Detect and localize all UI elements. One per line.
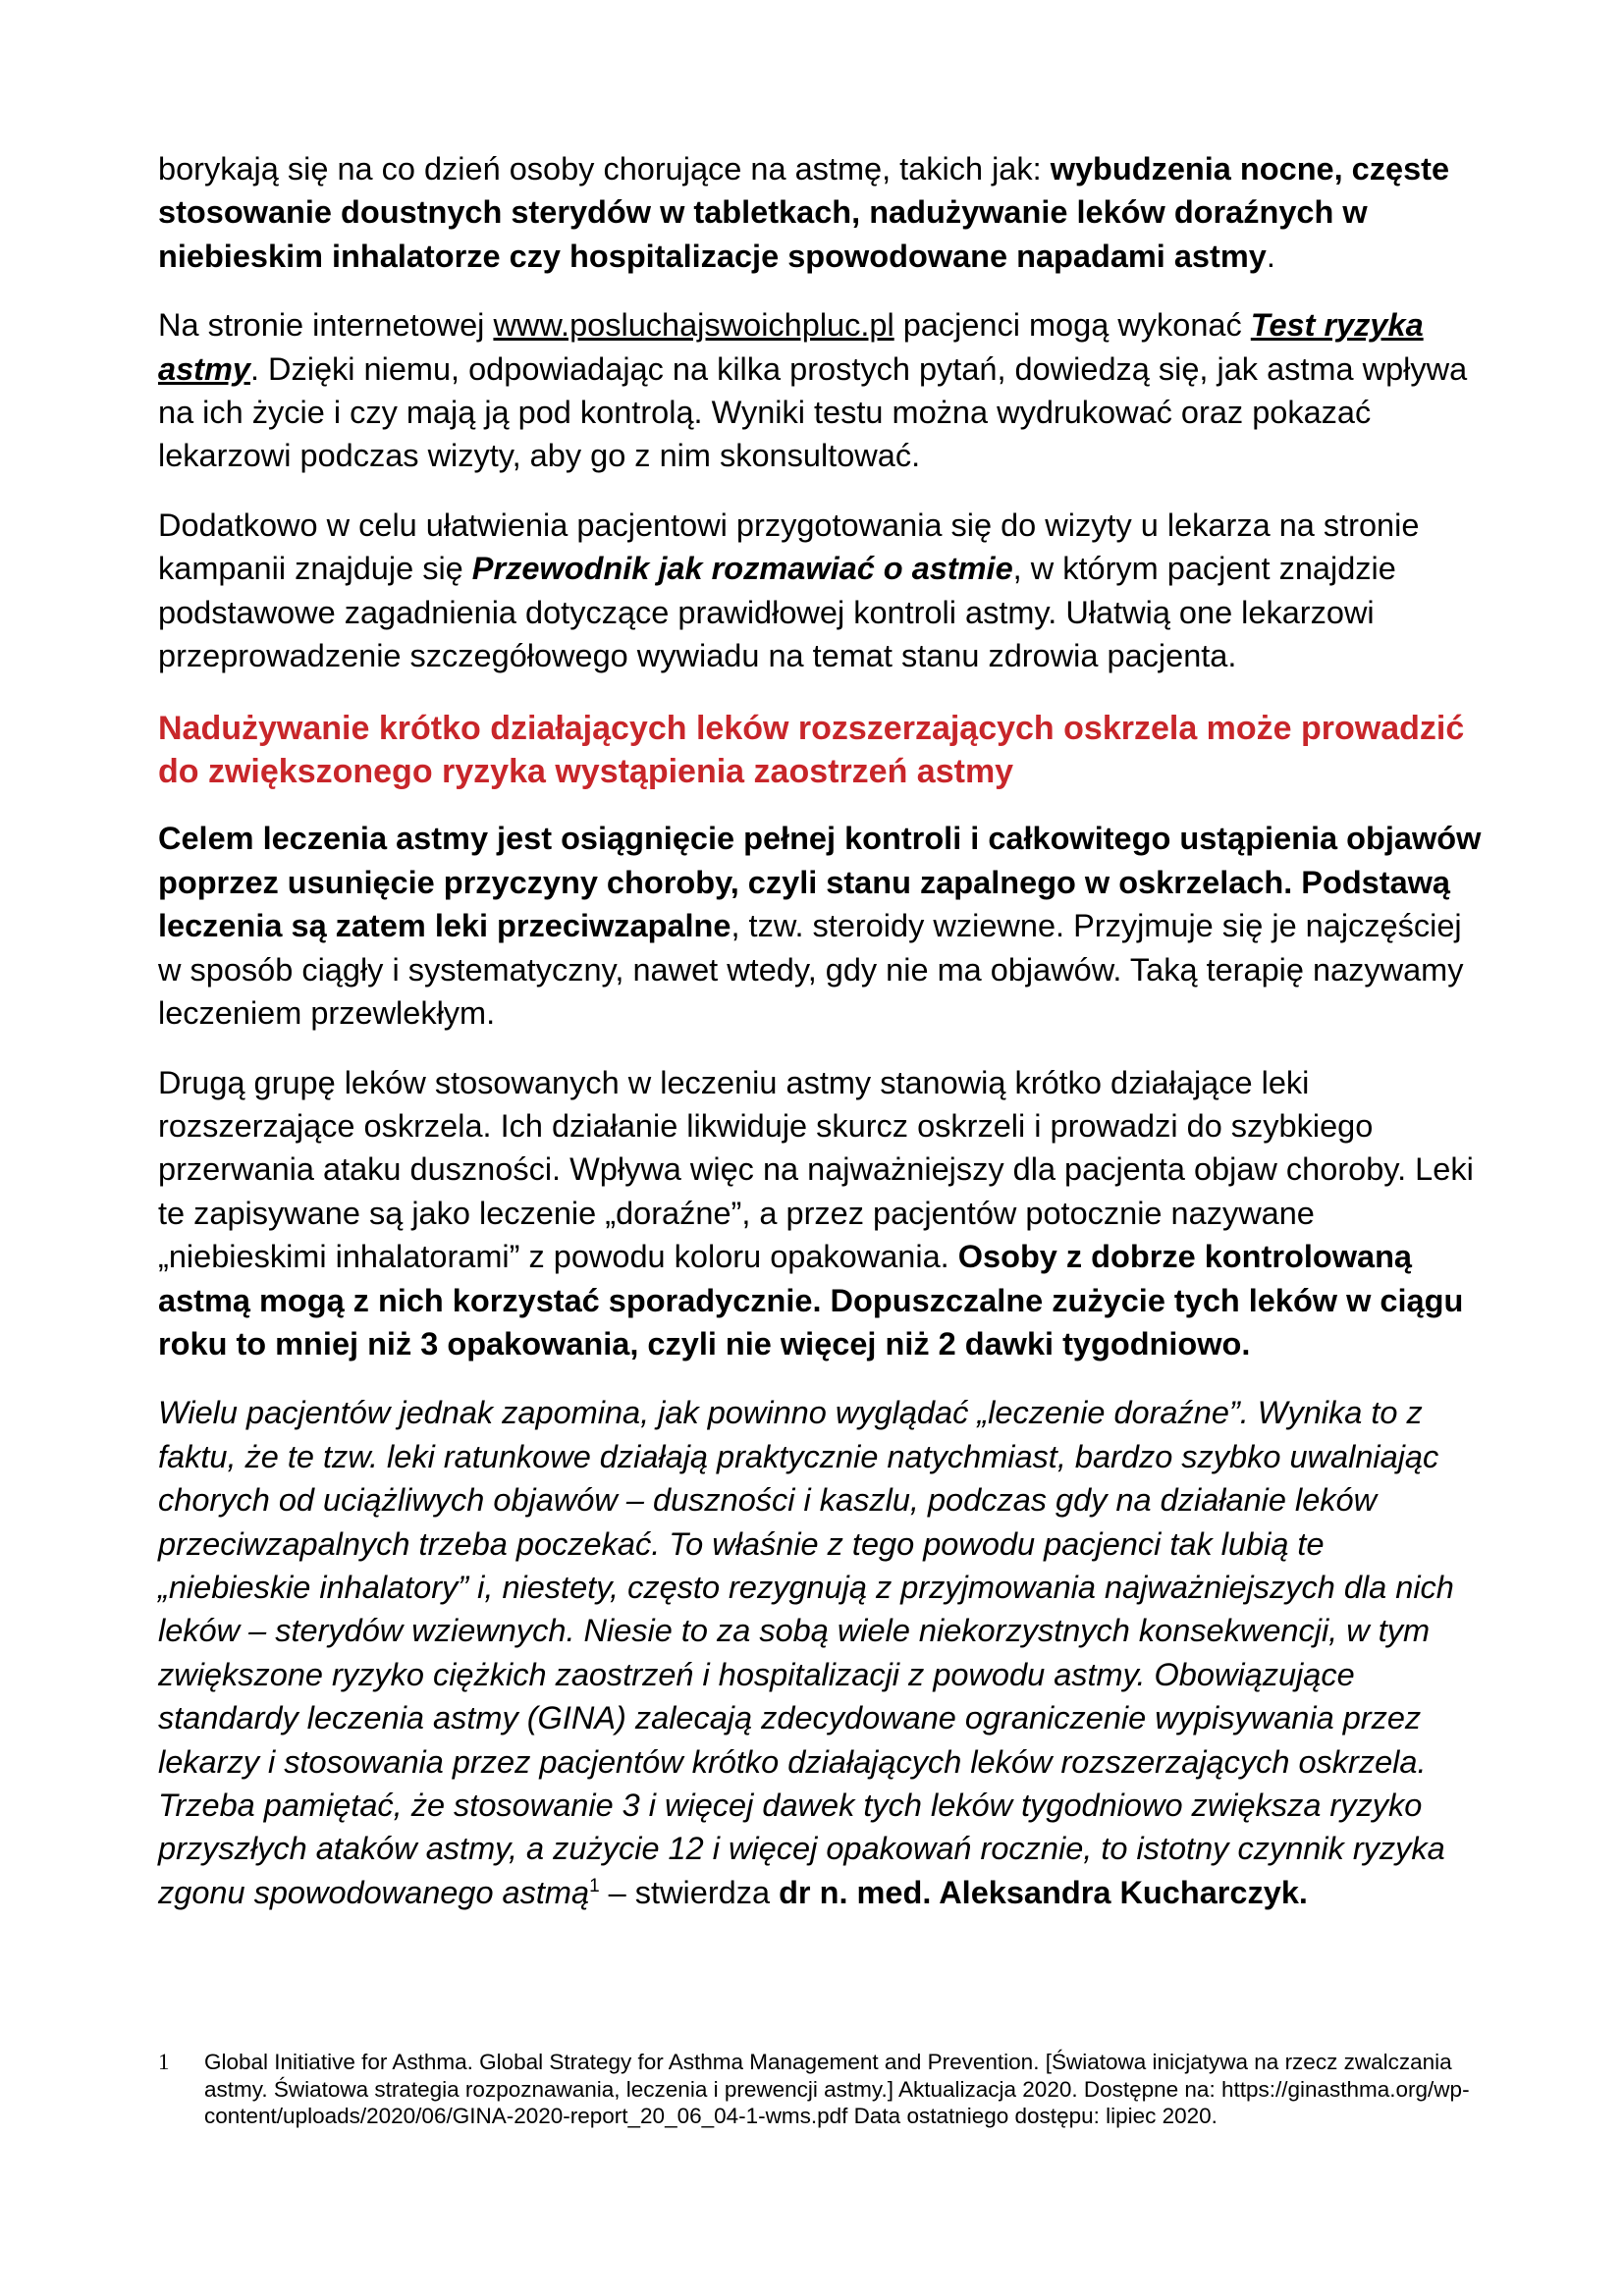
footnote-text: Global Initiative for Asthma. Global Strategy for Asthma Management and Prevention. [Światowa inicjatywa na rzecz zwalczania astmy. Światowa strategia rozpoznawania, leczenia i prewencji astmy.] Aktualizacja 2020. Dostępne na: https://ginasthma.org/wp-content/uploads/2020/06/GINA-2020-report_20_06_04-1-wms.pdf Data ostatniego dostępu: lipiec 2020. bbox=[204, 2050, 1470, 2128]
website-link[interactable]: www.posluchajswoichpluc.pl bbox=[493, 307, 894, 344]
paragraph-quote bbox=[158, 1391, 1484, 1914]
guide-title: Przewodnik jak rozmawiać o astmie bbox=[471, 551, 1013, 587]
paragraph-symptoms bbox=[158, 147, 1484, 278]
paragraph-treatment-goal bbox=[158, 817, 1484, 1035]
paragraph-guide bbox=[158, 504, 1484, 678]
text: – stwierdza bbox=[599, 1874, 780, 1910]
author-name: dr n. med. Aleksandra Kucharczyk. bbox=[779, 1874, 1308, 1910]
text: . Dzięki niemu, odpowiadając na kilka prostych pytań, dowiedzą się, jak astma wpływa na ich życie i czy mają ją pod kontrolą. Wyniki testu można wydrukować oraz pokazać lekarzowi podczas wizyty, aby go z nim skonsultować. bbox=[158, 350, 1468, 474]
document-page bbox=[158, 147, 1484, 1914]
bold-text: Celem leczenia astmy jest osiągnięcie pełnej kontroli i całkowitego ustąpienia objawów poprzez usunięcie przyczyny choroby, czyli stanu zapalnego w oskrzelach. Podstawą leczenia są zatem leki przeciwzapalne bbox=[158, 821, 1482, 944]
paragraph-reliever-drugs bbox=[158, 1061, 1484, 1366]
text: Drugą grupę leków stosowanych w leczeniu astmy stanowią krótko działające leki rozszerzające oskrzela. Ich działanie likwiduje skurcz oskrzeli i prowadzi do szybkiego przerwania ataku duszności. Wpływa więc na najważniejszy dla pacjenta objaw choroby. Leki te zapisywane są jako leczenie „doraźne”, a przez pacjentów potocznie nazywane „niebieskimi inhalatorami” z powodu koloru opakowania. bbox=[158, 1064, 1474, 1275]
footnote-reference[interactable]: 1 bbox=[589, 1875, 600, 1896]
section-heading: Nadużywanie krótko działających leków rozszerzających oskrzela może prowadzić do zwiększonego ryzyka wystąpienia zaostrzeń astmy bbox=[158, 710, 1465, 791]
text: borykają się na co dzień osoby chorujące na astmę, takich jak: bbox=[158, 151, 1051, 187]
footnote-number: 1 bbox=[158, 2050, 170, 2074]
text: , w którym pacjent znajdzie podstawowe zagadnienia dotyczące prawidłowej kontroli astmy. Ułatwią one lekarzowi przeprowadzenie szczegółowego wywiadu na temat stanu zdrowia pacjenta. bbox=[158, 551, 1396, 674]
bold-text: Osoby z dobrze kontrolowaną astmą mogą z nich korzystać sporadycznie. Dopuszczalne zużycie tych leków w ciągu roku to mniej niż 3 opakowania, czyli nie więcej niż 2 dawki tygodniowo. bbox=[158, 1239, 1464, 1362]
text: Dodatkowo w celu ułatwienia pacjentowi przygotowania się do wizyty u lekarza na stronie kampanii znajduje się bbox=[158, 507, 1420, 587]
text: , tzw. steroidy wziewne. Przyjmuje się je najczęściej w sposób ciągły i systematyczny, nawet wtedy, gdy nie ma objawów. Taką terapię nazywamy leczeniem przewlekłym. bbox=[158, 908, 1464, 1032]
text: . bbox=[1266, 238, 1275, 274]
footnote bbox=[158, 2049, 1484, 2130]
test-ryzyka-link[interactable]: Test ryzyka astmy bbox=[158, 307, 1424, 387]
text: Na stronie internetowej bbox=[158, 307, 494, 344]
text: pacjenci mogą wykonać bbox=[893, 307, 1251, 344]
quote-text: Wielu pacjentów jednak zapomina, jak powinno wyglądać „leczenie doraźne”. Wynika to z faktu, że te tzw. leki ratunkowe działają praktycznie natychmiast, bardzo szybko uwalniając chorych od uciążliwych objawów – duszności i kaszlu, podczas gdy na działanie leków przeciwzapalnych trzeba poczekać. To właśnie z tego powodu pacjenci tak lubią te „niebieskie inhalatory” i, niestety, często rezygnują z przyjmowania najważniejszych dla nich leków – sterydów wziewnych. Niesie to za sobą wiele niekorzystnych konsekwencji, w tym zwiększone ryzyko ciężkich zaostrzeń i hospitalizacji z powodu astmy. Obowiązujące standardy leczenia astmy (GINA) zalecają zdecydowane ograniczenie wypisywania przez lekarzy i stosowania przez pacjentów krótko działających leków rozszerzających oskrzela. Trzeba pamiętać, że stosowanie 3 i więcej dawek tych leków tygodniowo zwiększa ryzyko przyszłych ataków astmy, a zużycie 12 i więcej opakowań rocznie, to istotny czynnik ryzyka zgonu spowodowanego astmą bbox=[158, 1395, 1454, 1910]
bold-text: wybudzenia nocne, częste stosowanie doustnych sterydów w tabletkach, nadużywanie leków doraźnych w niebieskim inhalatorze czy hospitalizacje spowodowane napadami astmy bbox=[158, 151, 1450, 274]
paragraph-risk-test bbox=[158, 303, 1484, 478]
